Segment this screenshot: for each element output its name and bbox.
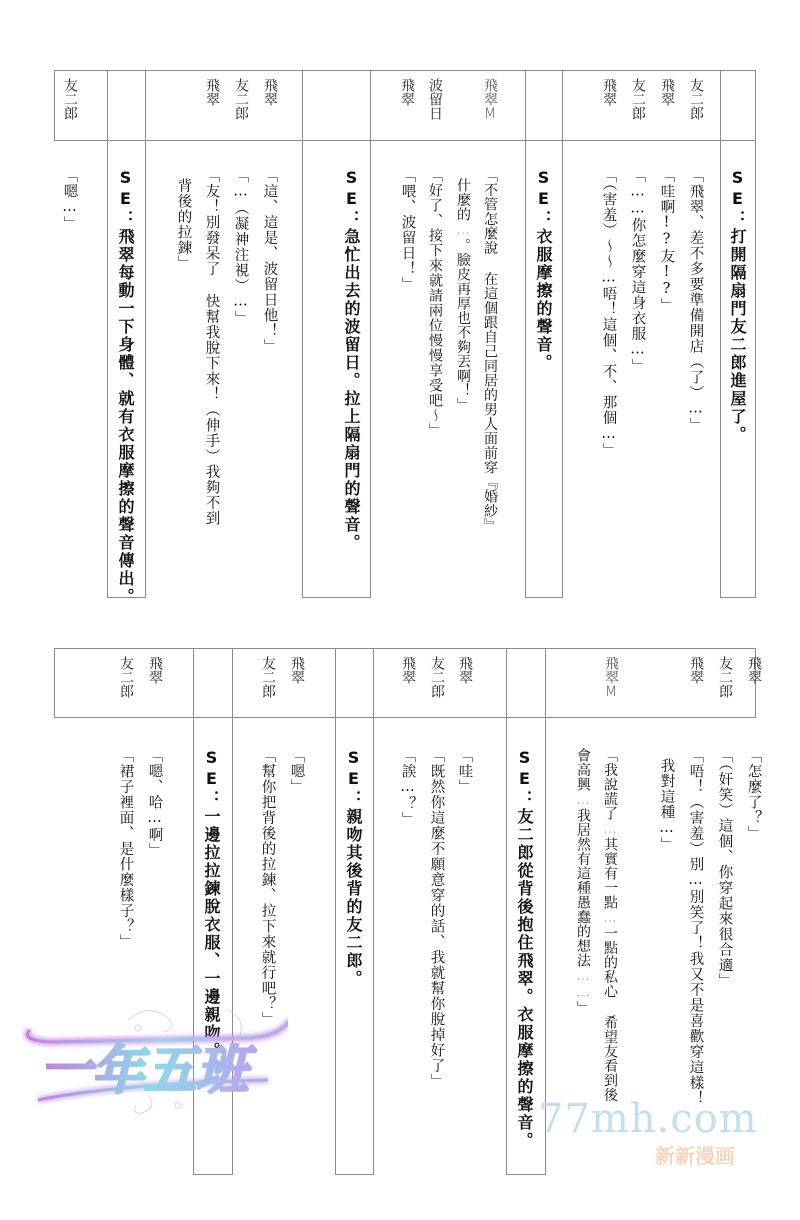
speaker-name: 友二郎 [630, 78, 646, 120]
se-text: SE：打開隔扇門友二郎進屋了。 [728, 168, 747, 444]
se-text: SE：飛翠每動一下身體、就有衣服摩擦的聲音傳出。 [116, 168, 135, 606]
dialogue-line: 「哇啊!?友!?」 [658, 168, 675, 314]
speaker-name: 飛翠 [400, 656, 416, 684]
speaker-name: 飛翠 [147, 656, 163, 684]
divider [232, 648, 233, 718]
dialogue-line: 「誒…？」 [399, 748, 416, 827]
dialogue-line: 「哇」 [456, 748, 473, 795]
speaker-name: 飛翠 [289, 656, 305, 684]
dialogue-line: 「友！別發呆了 快幫我脫下來！（伸手）我夠不到 [203, 168, 220, 526]
divider [107, 70, 108, 141]
divider [562, 70, 563, 141]
dialogue-line: 「怎麼了？」 [745, 748, 762, 841]
dialogue-line: 「這、這是、波留日他！」 [261, 168, 278, 354]
divider [370, 70, 371, 141]
se-text: SE：一邊拉拉鍊脫衣服、一邊親吻。 [202, 748, 221, 1060]
se-text: SE：衣服摩擦的聲音。 [534, 168, 553, 372]
dialogue-line-continuation: 背後的拉鍊」 [175, 178, 192, 271]
dialogue-line: 「唔！（害羞）別…別笑了！我又不是喜歡穿這樣！ [687, 748, 704, 1106]
dialogue-line: 「喂、波留日！」 [399, 168, 416, 292]
dialogue-line: 「嗯…」 [61, 168, 78, 232]
speaker-name: 飛翠 [399, 78, 415, 106]
dialogue-line: 「好了、接下來就請兩位慢慢享受吧～」 [427, 168, 443, 438]
se-text: SE：急忙出去的波留日。拉上隔扇門的聲音。 [342, 168, 361, 552]
speaker-name: 波留日 [427, 78, 443, 120]
divider [145, 70, 146, 141]
divider [193, 648, 194, 718]
dialogue-line: 「既然你這麼不願意穿的話、我就幫你脫掉好了」 [428, 748, 445, 1089]
divider [525, 70, 526, 141]
dialogue-line: 「不管怎麼說 在這個跟自己同居的男人面前穿『婚紗』 [482, 168, 498, 533]
dialogue-line: 「嗯、哈…啊」 [146, 748, 163, 858]
dialogue-line-continuation: 什麼的…。臉皮再厚也不夠丟啊！」 [455, 178, 471, 412]
speaker-name: 友二郎 [62, 78, 78, 120]
logo-flourish-icon [18, 1000, 288, 1120]
se-text: SE：友二郎從背後抱住飛翠。衣服摩擦的聲音。 [515, 748, 534, 1150]
dialogue-line: 「…（凝神注視）…」 [232, 168, 249, 326]
group-logo [18, 1000, 288, 1120]
dialogue-line: 「裙子裡面、是什麼樣子？」 [117, 748, 134, 950]
speaker-name: 飛翠 [457, 656, 473, 684]
divider [335, 648, 336, 718]
dialogue-line-continuation: 會高興…我居然有這種愚蠢的想法……」 [575, 748, 591, 1015]
dialogue-line: 「（害羞）～～…唔！這個、不、那個…」 [600, 168, 617, 459]
divider [302, 70, 303, 141]
logo-text: 一年五班 [40, 1040, 249, 1101]
dialogue-line: 「我說謊了…其實有一點…一點的私心 希望友看到後 [602, 748, 618, 1102]
speaker-name: 飛翠 [659, 78, 675, 106]
speaker-name: 飛翠 [746, 656, 762, 684]
dialogue-line: 「飛翠、差不多要準備開店（了）…」 [687, 168, 704, 433]
speaker-name: 友二郎 [260, 656, 276, 698]
speaker-name: 友二郎 [118, 656, 134, 698]
watermark-url: 77mh.com [538, 1096, 758, 1142]
speaker-name: 飛翠 [688, 656, 704, 684]
speaker-name: 飛翠M [603, 656, 619, 700]
dialogue-line: 「……你怎麼穿這身衣服…」 [629, 168, 646, 374]
speaker-name: 友二郎 [717, 656, 733, 698]
dialogue-line: 「（奸笑）這個、你穿起來很合適」 [716, 748, 733, 989]
divider [373, 648, 374, 718]
divider [545, 648, 546, 718]
divider [506, 648, 507, 718]
speaker-name: 飛翠M [482, 78, 498, 122]
speaker-name: 友二郎 [429, 656, 445, 698]
speaker-name: 友二郎 [233, 78, 249, 120]
speaker-name: 飛翠 [262, 78, 278, 106]
dialogue-line: 「幫你把背後的拉鍊、拉下來就行吧？」 [259, 748, 276, 1027]
speaker-name: 飛翠 [601, 78, 617, 106]
divider [720, 70, 721, 141]
speaker-name: 飛翠 [204, 78, 220, 106]
se-text: SE：親吻其後背的友二郎。 [344, 748, 363, 988]
dialogue-line: 「嗯」 [288, 748, 305, 795]
dialogue-line-continuation: 我對這種…」 [658, 758, 675, 853]
watermark-site-name: 新新漫画 [655, 1144, 735, 1168]
speaker-name: 友二郎 [688, 78, 704, 120]
